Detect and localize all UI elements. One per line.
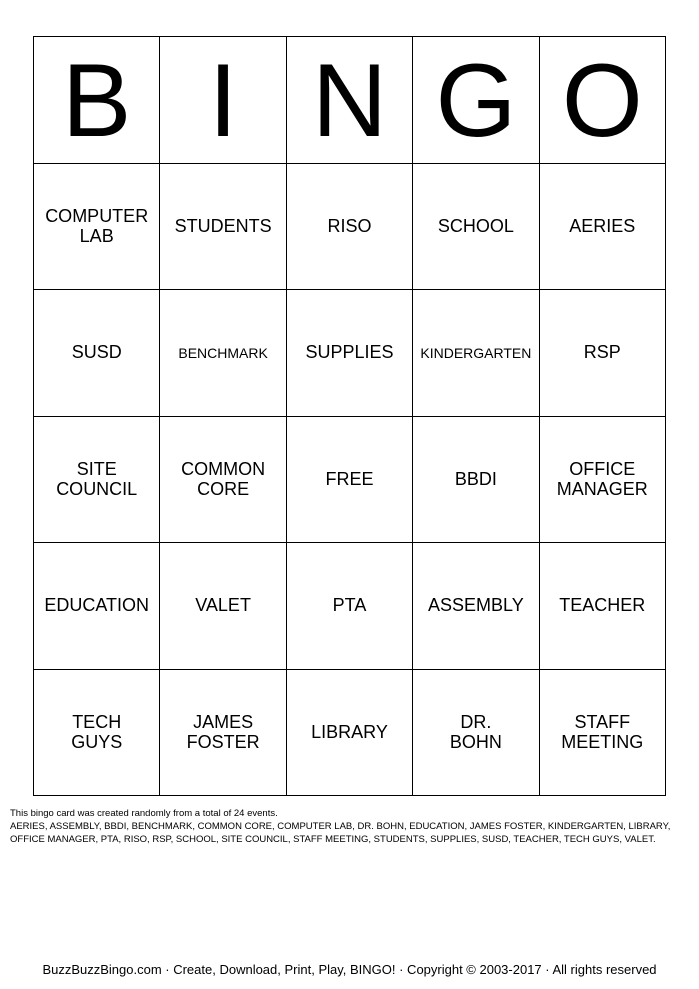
bingo-cell: STUDENTS xyxy=(160,164,286,291)
header-letter-g: G xyxy=(413,37,539,164)
bingo-cell: SCHOOL xyxy=(413,164,539,291)
bingo-cell: RISO xyxy=(287,164,413,291)
header-letter-o: O xyxy=(540,37,666,164)
bingo-cell: BBDI xyxy=(413,417,539,544)
free-space-cell: FREE xyxy=(287,417,413,544)
bingo-card xyxy=(33,36,666,796)
bingo-cell: PTA xyxy=(287,543,413,670)
bingo-cell: COMPUTER LAB xyxy=(34,164,160,291)
bingo-cell: SITE COUNCIL xyxy=(34,417,160,544)
bingo-cell: VALET xyxy=(160,543,286,670)
bingo-cell: OFFICE MANAGER xyxy=(540,417,666,544)
bingo-cell: JAMES FOSTER xyxy=(160,670,286,797)
bingo-cell: DR. BOHN xyxy=(413,670,539,797)
header-letter-b: B xyxy=(34,37,160,164)
bingo-cell: RSP xyxy=(540,290,666,417)
bingo-cell: BENCHMARK xyxy=(160,290,286,417)
bingo-cell: COMMON CORE xyxy=(160,417,286,544)
header-letter-i: I xyxy=(160,37,286,164)
bingo-cell: TECH GUYS xyxy=(34,670,160,797)
card-info-note xyxy=(10,808,690,846)
event-list-text: AERIES, ASSEMBLY, BBDI, BENCHMARK, COMMON CORE, COMPUTER LAB, DR. BOHN, EDUCATION, JAMES FOSTER, KINDERGARTEN, LIBRARY, OFFICE MANAGER, PTA, RISO, RSP, SCHOOL, SITE COUNCIL, STAFF MEETING, STUDENTS, SUPPLIES, SUSD, TEACHER, TECH GUYS, VALET. xyxy=(10,820,671,845)
copyright-footer: BuzzBuzzBingo.com · Create, Download, Print, Play, BINGO! · Copyright © 2003-2017 · All rights reserved xyxy=(42,962,657,977)
header-letter-n: N xyxy=(287,37,413,164)
bingo-cell: LIBRARY xyxy=(287,670,413,797)
bingo-cell: SUPPLIES xyxy=(287,290,413,417)
bingo-cell: TEACHER xyxy=(540,543,666,670)
bingo-cell: SUSD xyxy=(34,290,160,417)
bingo-cell: EDUCATION xyxy=(34,543,160,670)
event-count-text: This bingo card was created randomly from a total of 24 events. xyxy=(10,808,278,819)
bingo-cell: AERIES xyxy=(540,164,666,291)
bingo-cell: STAFF MEETING xyxy=(540,670,666,797)
bingo-cell: ASSEMBLY xyxy=(413,543,539,670)
bingo-cell: KINDERGARTEN xyxy=(413,290,539,417)
